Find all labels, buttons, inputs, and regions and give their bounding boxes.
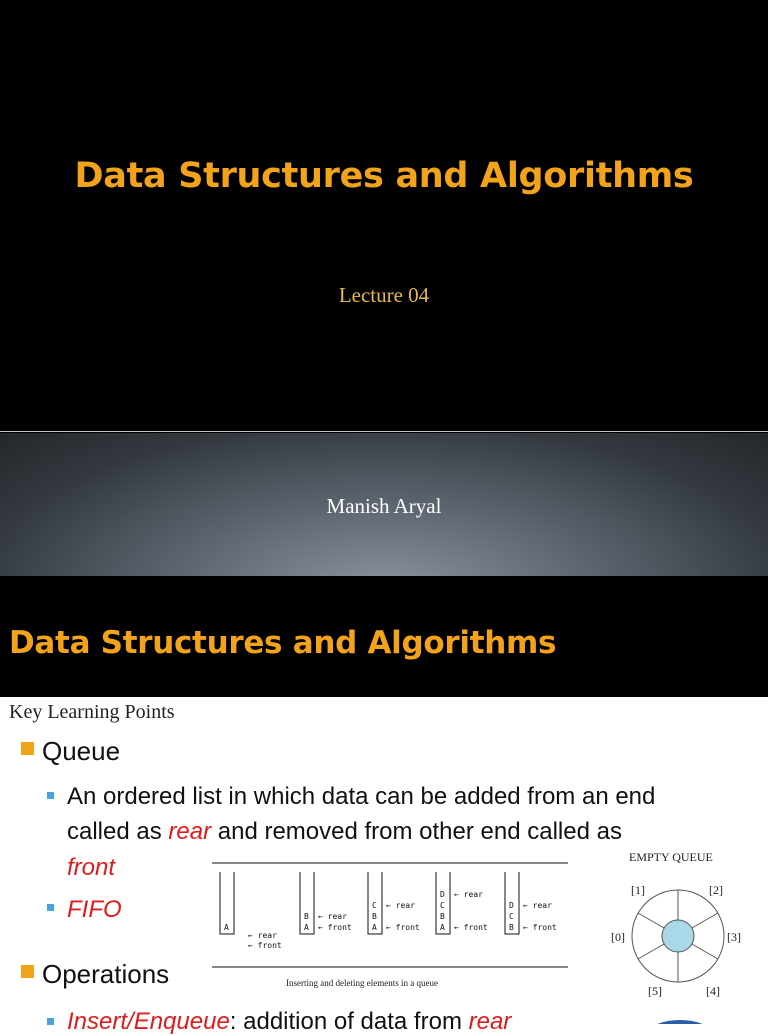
rear-pointer: ← rear <box>318 912 347 921</box>
term-insert: Insert/Enqueue <box>67 1008 230 1035</box>
definition-line-1: An ordered list in which data can be added from an end <box>67 783 656 810</box>
circular-queue-partial <box>640 1016 720 1024</box>
circular-queue-title: EMPTY QUEUE <box>629 850 713 864</box>
queue-element: C <box>509 912 514 921</box>
bullet-square <box>21 742 34 755</box>
slide-subtitle: Lecture 04 <box>338 283 430 307</box>
insert-line: Insert/Enqueue: addition of data from rear <box>67 1008 512 1035</box>
queue-center <box>662 920 694 952</box>
front-pointer: ← front <box>523 923 557 932</box>
index-label: [5] <box>648 984 662 998</box>
term-rear: rear <box>168 818 212 845</box>
index-label: [2] <box>709 883 723 897</box>
queue-element: C <box>372 901 377 910</box>
bullet-operations: Operations <box>42 959 170 989</box>
queue-element: C <box>440 901 445 910</box>
definition-line-2: called as rear and removed from other end called as <box>67 818 622 845</box>
front-pointer: ← front <box>318 923 352 932</box>
term-fifo: FIFO <box>67 896 122 923</box>
slide-author: Manish Aryal <box>326 494 442 518</box>
slide-heading: Data Structures and Algorithms <box>9 625 557 661</box>
index-label: [1] <box>631 883 645 897</box>
index-label: [4] <box>706 984 720 998</box>
sub-bullet <box>47 904 54 911</box>
index-label: [3] <box>727 930 741 944</box>
rear-pointer: ← rear <box>523 901 552 910</box>
bullet-square <box>21 965 34 978</box>
bullet-queue: Queue <box>42 736 121 766</box>
diagram-caption: Inserting and deleting elements in a queue <box>286 978 438 988</box>
front-pointer: ← front <box>248 941 282 950</box>
term-front: front <box>67 854 116 881</box>
rear-pointer: ← rear <box>248 931 277 940</box>
key-points-label: Key Learning Points <box>9 701 175 723</box>
queue-element: D <box>509 901 514 910</box>
front-pointer: ← front <box>386 923 420 932</box>
queue-element: D <box>440 890 445 899</box>
rear-pointer: ← rear <box>454 890 483 899</box>
front-pointer: ← front <box>454 923 488 932</box>
divider-rule <box>0 431 768 432</box>
queue-element: B <box>509 923 514 932</box>
slide-title: Data Structures and Algorithms <box>74 156 694 196</box>
sub-bullet <box>47 792 54 799</box>
term-insert-rear: rear <box>468 1008 512 1035</box>
queue-diagram <box>200 856 580 988</box>
circular-queue-diagram <box>628 886 728 986</box>
slide-header <box>0 576 768 697</box>
queue-element: B <box>440 912 445 921</box>
queue-element: A <box>304 923 309 932</box>
index-label: [0] <box>611 930 625 944</box>
rear-pointer: ← rear <box>386 901 415 910</box>
queue-element: A <box>440 923 445 932</box>
queue-element: A <box>224 923 229 932</box>
queue-element: A <box>372 923 377 932</box>
content-slide <box>0 576 768 1035</box>
queue-element: B <box>304 912 309 921</box>
queue-element: B <box>372 912 377 921</box>
